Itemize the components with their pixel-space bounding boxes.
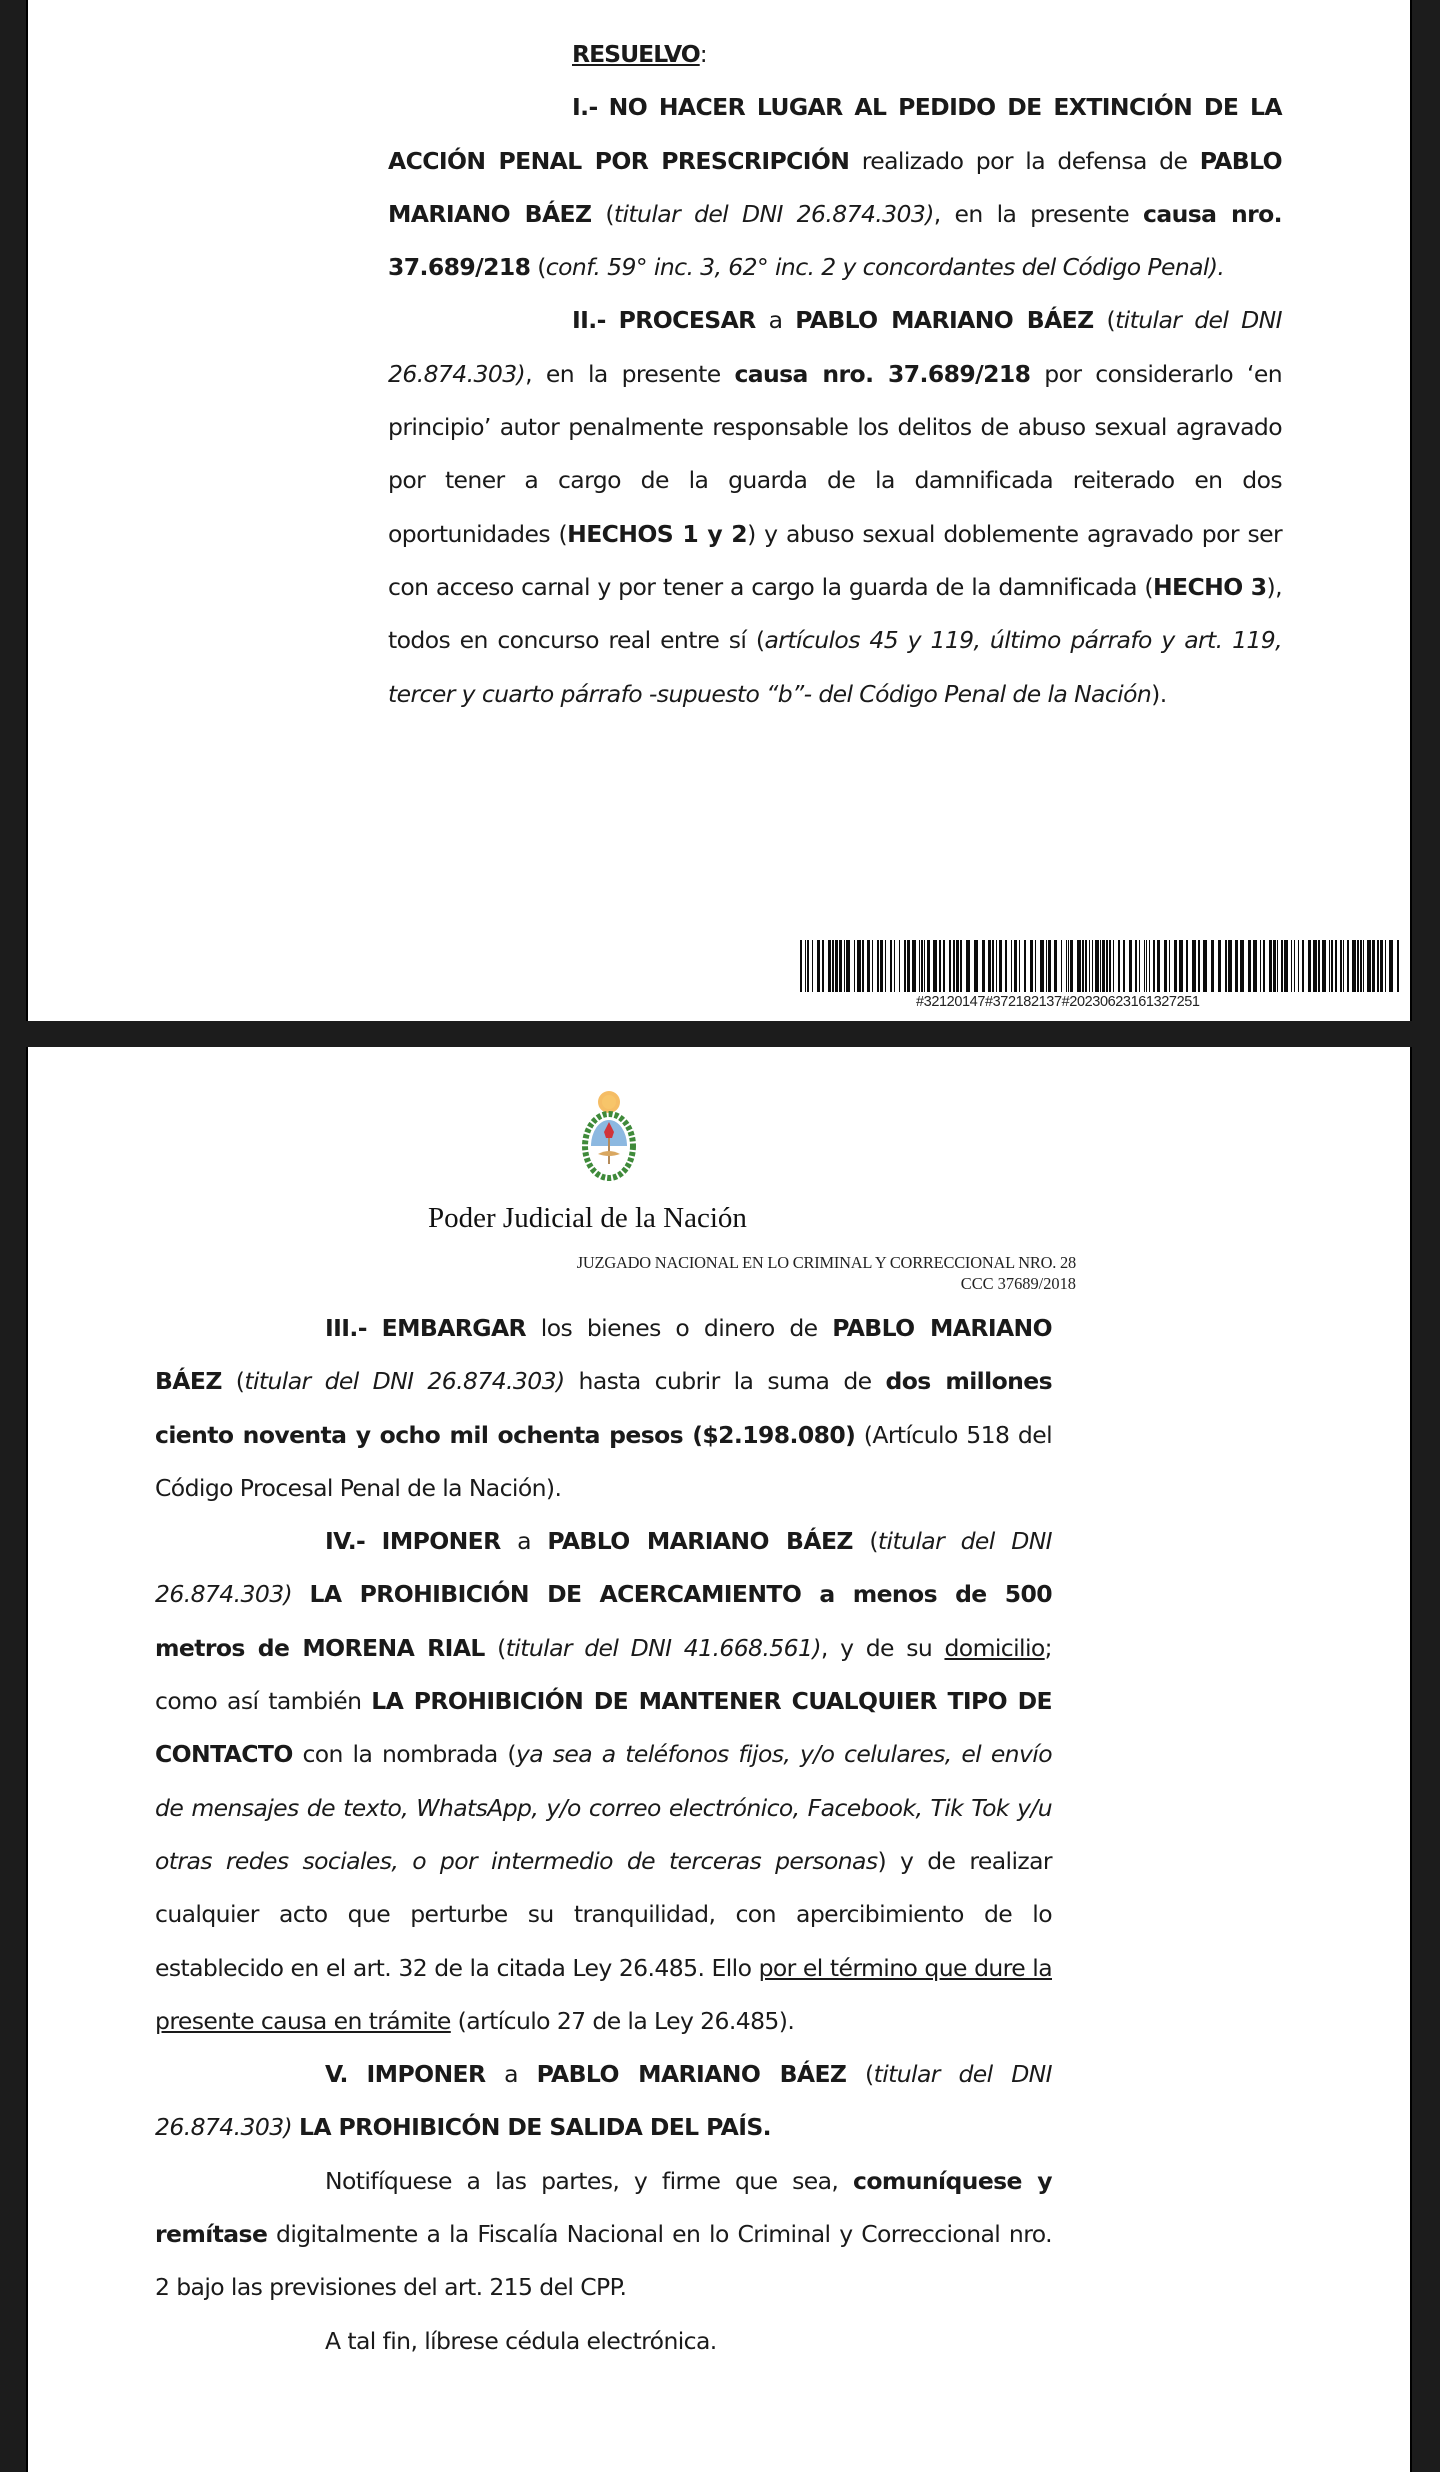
document-page-2 [26,1047,1412,2472]
italic-text-run: titular del DNI 26.874.303) [155,2060,1052,2142]
barcode-bar [1089,940,1090,992]
underlined-text-run: por el término que dure la presente causa en trámite [155,1953,1052,2035]
barcode-bar [912,940,916,992]
barcode-bar [1061,940,1062,992]
barcode-bar [1149,940,1150,992]
barcode-bar [1011,940,1012,992]
section-text [388,306,1282,707]
text-run: ), todos en concurso real entre sí ( [388,572,1282,655]
barcode [800,940,1402,992]
barcode-bar [943,940,945,992]
barcode-bar [1106,940,1108,992]
barcode-bar [822,940,824,992]
barcode-bar [1082,940,1084,992]
text-run: a [755,306,796,335]
barcode-bar [846,940,850,992]
barcode-bar [867,940,870,992]
resolution-heading: RESUELVO [572,40,700,68]
barcode-bar [1174,940,1177,992]
barcode-bar [1331,940,1333,992]
barcode-bar [1129,940,1132,992]
italic-text-run: conf. 59° inc. 3, 62° inc. 2 y concordantes del Código Penal). [545,253,1225,282]
barcode-bar [1048,940,1051,992]
italic-text-run: titular del DNI 26.874.303) [388,306,1282,388]
barcode-bar [974,940,978,992]
barcode-bar [1164,940,1167,992]
closing-cedula-text: A tal fin, líbrese cédula electrónica. [325,2326,717,2355]
barcode-bar [1005,940,1007,992]
barcode-bar [924,940,925,992]
text-run: digitalmente a la Fiscalía Nacional en lo Criminal y Correccional nro. 2 bajo las previsiones del art. 215 del CPP. [155,2220,1052,2302]
bold-text-run: PABLO MARIANO BÁEZ [155,1314,1052,1396]
text-run: por considerarlo ‘en principio’ autor penalmente responsable los delitos de abuso sexual agravado por tener a cargo de la guarda de la damnificada reiterado en dos oportunidades ( [388,359,1282,548]
resolution-body [388,28,1282,721]
text-run: (artículo 27 de la Ley 26.485). [450,2006,795,2035]
section-text [388,93,1282,281]
barcode-bar [817,940,820,992]
section-text [155,1314,1052,1502]
barcode-bar [960,940,962,992]
barcode-bar [1019,940,1020,992]
barcode-bar [1198,940,1200,992]
barcode-bar [1329,940,1330,992]
barcode-bar [939,940,941,992]
barcode-bar [1186,940,1188,992]
section-text [155,1527,1052,2035]
barcode-bar [982,940,985,992]
barcode-bar [907,940,910,992]
section-4 [155,1515,1052,2048]
barcode-bar [904,940,906,992]
text-run: a [485,2060,537,2089]
barcode-bar [828,940,831,992]
barcode-bar [1157,940,1160,992]
barcode-bar [857,940,861,992]
section-number: V. [325,2060,348,2089]
barcode-bar [812,940,813,992]
barcode-bar [862,940,864,992]
barcode-bar [1192,940,1196,992]
barcode-bar [1014,940,1017,992]
barcode-bar [956,940,959,992]
barcode-bar [1054,940,1057,992]
section-number: II.- [572,306,606,335]
bold-text-run: EMBARGAR [381,1314,527,1342]
barcode-bar [800,940,802,992]
barcode-bar [835,940,838,992]
barcode-bar [1077,940,1081,992]
barcode-bar [1070,940,1073,992]
barcode-bar [1218,940,1221,992]
barcode-bar [1068,940,1069,992]
text-run: ). [1151,679,1167,708]
bold-text-run: PROCESAR [618,306,756,335]
barcode-bar [1347,940,1349,992]
barcode-bar [1240,940,1244,992]
case-number: CCC 37689/2018 [960,1274,1076,1293]
barcode-bar [1335,940,1337,992]
barcode-bar [1253,940,1257,992]
barcode-bar [890,940,892,992]
bold-text-run: HECHOS 1 y 2 [567,519,748,548]
text-run: ( [846,2060,874,2089]
resolution-heading-line [388,28,1282,81]
barcode-bar [1277,940,1278,992]
barcode-bar [949,940,951,992]
bold-text-run: LA PROHIBICÓN DE SALIDA DEL PAÍS. [299,2113,771,2142]
heading-colon: : [699,40,708,68]
barcode-bar [1153,940,1155,992]
bold-text-run: causa nro. 37.689/218 [388,199,1282,282]
bold-text-run: LA PROHIBICIÓN DE ACERCAMIENTO [309,1580,802,1609]
section-3 [155,1302,1052,1515]
italic-text-run: titular del DNI 41.668.561) [505,1633,821,1662]
barcode-bar [966,940,970,992]
section-text [155,2060,1052,2141]
bold-text-run: comuníquese y remítase [155,2166,1052,2249]
barcode-bar [807,940,809,992]
text-run: (Artículo 518 del Código Procesal Penal de la Nación). [155,1420,1052,1502]
barcode-bar [1273,940,1276,992]
barcode-bar [854,940,855,992]
barcode-bar [1385,940,1386,992]
barcode-bar [919,940,920,992]
barcode-bar [880,940,883,992]
barcode-bar [832,940,834,992]
barcode-bar [844,940,845,992]
underlined-text-run: domicilio [944,1633,1045,1662]
text-run: hasta cubrir la suma de [564,1367,886,1396]
section-number: I.- [572,93,598,122]
section-number: IV.- [325,1527,366,1556]
barcode-bar [1035,940,1036,992]
bold-text-run: HECHO 3 [1152,572,1267,601]
court-name: JUZGADO NACIONAL EN LO CRIMINAL Y CORRECCIONAL NRO. 28 [576,1253,1076,1272]
section-1 [388,81,1282,294]
bold-text-run: causa nro. 37.689/218 [734,359,1031,388]
barcode-bar [1294,940,1295,992]
barcode-bar [1397,940,1399,992]
barcode-bar [1308,940,1311,992]
text-run: ( [852,1527,878,1556]
barcode-bar [1118,940,1120,992]
barcode-bar [1169,940,1170,992]
barcode-bar [999,940,1002,992]
barcode-bar [1235,940,1238,992]
text-run: ) y abuso sexual doblemente agravado por ser con acceso carnal y por tener a cargo la guarda de la damnificada ( [388,519,1283,601]
barcode-bar [1211,940,1214,992]
barcode-bar [1269,940,1272,992]
barcode-bar [1340,940,1342,992]
barcode-bar [1139,940,1140,992]
section-5 [155,2048,1052,2155]
text-run [292,2113,299,2141]
institution-title: Poder Judicial de la Nación [428,1202,747,1234]
text-run: Notifíquese a las partes, y firme que sea, [325,2166,853,2195]
barcode-bar [1367,940,1371,992]
barcode-bar [1263,940,1265,992]
barcode-bar [1203,940,1207,992]
barcode-bar [927,940,930,992]
text-run: ( [1093,306,1116,335]
bold-text-run: NO HACER LUGAR AL PEDIDO DE EXTINCIÓN DE LA ACCIÓN PENAL POR PRESCRIPCIÓN [388,93,1283,175]
barcode-bar [1377,940,1379,992]
barcode-bar [1360,940,1362,992]
bold-text-run: PABLO MARIANO BÁEZ [795,306,1094,335]
resolution-body-continued [155,1302,1052,2368]
barcode-bar [996,940,997,992]
barcode-bar [1380,940,1383,992]
barcode-bar [877,940,879,992]
text-run: realizado por la defensa de [849,146,1200,175]
text-run: ( [530,253,546,282]
bold-text-run: PABLO MARIANO BÁEZ [388,146,1283,228]
barcode-bar [1284,940,1288,992]
barcode-bar [992,940,994,992]
barcode-bar [1085,940,1087,992]
italic-text-run: titular del DNI 26.874.303) [244,1367,565,1396]
barcode-bar [1040,940,1044,992]
barcode-bar [1318,940,1320,992]
section-number: III.- [325,1314,367,1342]
text-run: ( [221,1367,245,1396]
text-run: ) y de realizar cualquier acto que perturbe su tranquilidad, con apercibimiento de lo establecido en el art. 32 de la citada Ley 26.485. Ello [155,1846,1052,1982]
bold-text-run: PABLO MARIANO BÁEZ [536,2060,847,2089]
barcode-bar [953,940,955,992]
bold-text-run: PABLO MARIANO BÁEZ [547,1527,853,1556]
barcode-bar [1135,940,1137,992]
barcode-bar [1100,940,1101,992]
barcode-bar [1313,940,1317,992]
barcode-bar [1102,940,1105,992]
barcode-bar [1024,940,1026,992]
barcode-bar [899,940,900,992]
text-run [292,1580,309,1608]
barcode-bar [1030,940,1033,992]
barcode-bar [885,940,886,992]
barcode-bar [1372,940,1375,992]
barcode-bar [1095,940,1099,992]
barcode-bar [805,940,806,992]
closing-cedula [155,2315,1052,2368]
barcode-bar [1046,940,1047,992]
barcode-bar [1260,940,1261,992]
bold-text-run: IMPONER [381,1527,501,1556]
closing-notification [155,2155,1052,2315]
barcode-bar [1298,940,1299,992]
bold-text-run: a menos de 500 metros de MORENA RIAL [155,1580,1053,1662]
bold-text-run: LA PROHIBICIÓN DE MANTENER CUALQUIER TIPO DE CONTACTO [155,1687,1052,1769]
barcode-bar [1109,940,1111,992]
barcode-bar [1146,940,1147,992]
barcode-bar [1363,940,1364,992]
closing-text [155,2167,1052,2302]
text-run: ( [484,1633,506,1662]
text-run: , y de su [820,1633,945,1662]
barcode-bar [1179,940,1183,992]
barcode-bar [894,940,895,992]
bold-text-run: dos millones ciento noventa y ocho mil ochenta pesos ($2.198.080) [155,1367,1052,1449]
barcode-bar [1343,940,1344,992]
section-2 [388,294,1282,720]
document-page-1 [26,0,1412,1021]
barcode-bar [1357,940,1359,992]
barcode-bar [1322,940,1326,992]
text-run: con la nombrada ( [292,1740,516,1769]
text-run: los bienes o dinero de [526,1314,833,1342]
barcode-bar [872,940,873,992]
text-run: ( [591,199,614,228]
barcode-bar [1092,940,1093,992]
barcode-bar [1113,940,1114,992]
text-run: , en la presente [933,199,1144,228]
barcode-bar [988,940,991,992]
barcode-bar [1291,940,1292,992]
text-run: ; como así también [155,1633,1052,1716]
barcode-bar [839,940,842,992]
barcode-bar [933,940,937,992]
italic-text-run: artículos 45 y 119, último párrafo y art. 119, tercer y cuarto párrafo -supuesto “b”- del Código Penal de la Nación [388,626,1283,708]
barcode-bar [1248,940,1251,992]
barcode-bar [1281,940,1283,992]
bold-text-run: IMPONER [366,2060,486,2089]
barcode-bar [1389,940,1393,992]
barcode-bar [1228,940,1232,992]
barcode-bar [1302,940,1304,992]
barcode-number: #32120147#372182137#20230623161327251 [916,994,1200,1010]
barcode-bar [1066,940,1067,992]
barcode-bar [921,940,923,992]
italic-text-run: ya sea a teléfonos fijos, y/o celulares, el envío de mensajes de texto, WhatsApp, y/o correo electrónico, Facebook, Tik Tok y/u otras redes sociales, o por intermedio de terceras personas [155,1740,1052,1875]
barcode-bar [1144,940,1145,992]
barcode-bar [1123,940,1125,992]
italic-text-run: titular del DNI 26.874.303) [613,199,934,228]
national-coat-of-arms-icon [578,1088,640,1188]
barcode-bar [1352,940,1356,992]
text-run: a [500,1527,548,1556]
text-run: , en la presente [525,359,735,388]
italic-text-run: titular del DNI 26.874.303) [155,1527,1052,1609]
barcode-bar [1225,940,1227,992]
